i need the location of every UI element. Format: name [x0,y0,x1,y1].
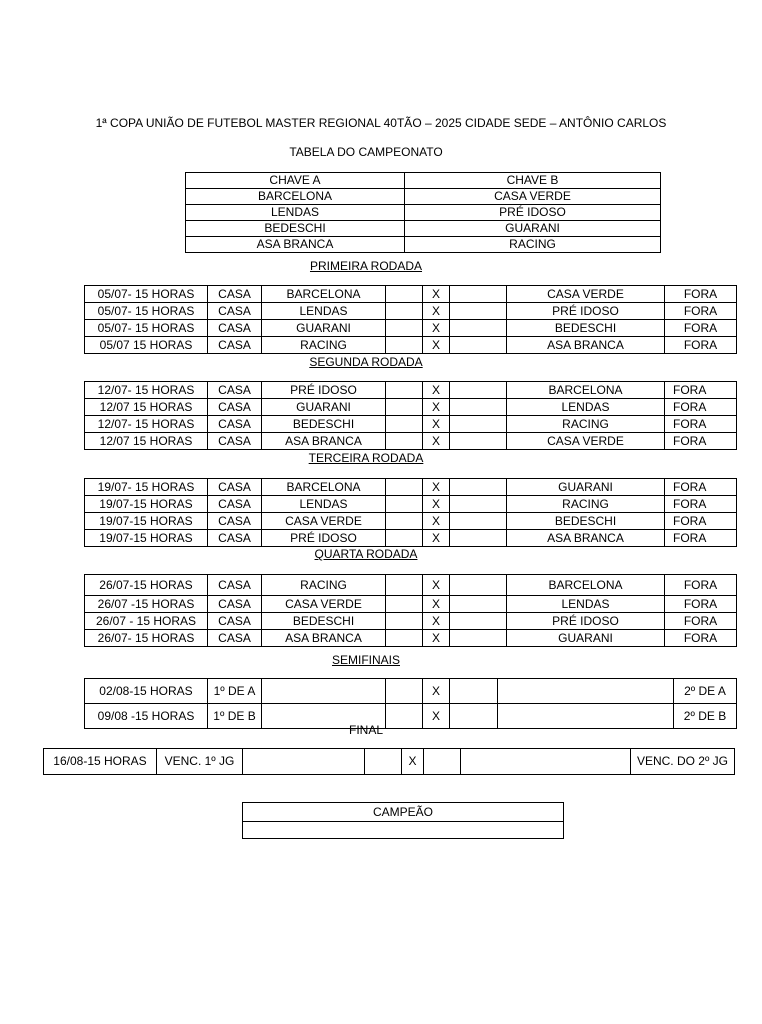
away-goals-cell [450,513,507,530]
away-score-cell [498,704,674,729]
home-label: CASA [208,399,262,416]
away-goals-cell [450,679,498,704]
home-team: LENDAS [262,303,386,320]
home-goals-cell [386,513,423,530]
versus-mark: X [423,530,450,547]
match-date: 26/07- 15 HORAS [85,630,208,647]
home-team: BEDESCHI [262,416,386,433]
away-team: PRÉ IDOSO [507,303,665,320]
versus-mark: X [423,513,450,530]
match-date: 26/07-15 HORAS [85,575,208,596]
home-goals-cell [386,286,423,303]
away-goals-cell [450,575,507,596]
groups-table [185,172,661,253]
away-goals-cell [450,320,507,337]
home-label: CASA [208,320,262,337]
home-team: ASA BRANCA [262,630,386,647]
home-goals-cell [386,679,423,704]
away-goals-cell [450,530,507,547]
home-goals-cell [386,575,423,596]
group-b-team: CASA VERDE [405,189,661,205]
round-3-table [84,478,737,547]
home-team: PRÉ IDOSO [262,530,386,547]
match-date: 19/07-15 HORAS [85,530,208,547]
versus-mark: X [423,575,450,596]
away-team: ASA BRANCA [507,337,665,354]
groups-header-row [186,173,661,189]
versus-mark: X [423,704,450,729]
match-date: 09/08 -15 HORAS [85,704,208,729]
away-label: FORA [665,433,737,450]
group-a-team: ASA BRANCA [186,237,405,253]
round-2-table [84,381,737,450]
away-label: FORA [665,496,737,513]
away-goals-cell [450,479,507,496]
home-team: PRÉ IDOSO [262,382,386,399]
home-goals-cell [386,530,423,547]
final-heading: FINAL [348,723,383,737]
away-goals-cell [450,630,507,647]
home-goals-cell [386,416,423,433]
home-label: CASA [208,530,262,547]
away-label: FORA [665,630,737,647]
away-label: FORA [665,479,737,496]
match-row [85,382,737,399]
away-label: FORA [665,416,737,433]
away-label: FORA [665,399,737,416]
home-goals-cell [386,613,423,630]
home-goals-cell [386,382,423,399]
home-team: LENDAS [262,496,386,513]
match-date: 16/08-15 HORAS [44,749,157,775]
versus-mark: X [423,496,450,513]
home-goals-cell [386,320,423,337]
semifinals-heading: SEMIFINAIS [331,653,400,667]
away-label: FORA [665,596,737,613]
home-team: BEDESCHI [262,613,386,630]
away-team: GUARANI [507,479,665,496]
round-1-heading: PRIMEIRA RODADA [309,259,423,273]
page-title: 1ª COPA UNIÃO DE FUTEBOL MASTER REGIONAL 40TÃO – 2025 CIDADE SEDE – ANTÔNIO CARLOS [95,116,667,130]
home-goals-cell [386,596,423,613]
away-team: CASA VERDE [507,286,665,303]
home-goals-cell [386,630,423,647]
home-goals-cell [386,479,423,496]
champion-label: CAMPEÃO [243,803,564,822]
champion-value-cell [243,822,564,839]
home-label: CASA [208,286,262,303]
home-team: ASA BRANCA [262,433,386,450]
match-date: 12/07 15 HORAS [85,433,208,450]
match-row [85,433,737,450]
home-slot: VENC. 1º JG [157,749,243,775]
home-label: CASA [208,575,262,596]
semifinals-table [84,678,737,729]
away-score-cell [461,749,631,775]
group-b-team: RACING [405,237,661,253]
home-label: CASA [208,303,262,320]
home-score-cell [243,749,365,775]
away-goals-cell [450,303,507,320]
versus-mark: X [423,479,450,496]
away-team: BARCELONA [507,382,665,399]
home-goals-cell [386,704,423,729]
round-4-table [84,574,737,647]
round-4-heading: QUARTA RODADA [314,547,418,561]
away-goals-cell [450,382,507,399]
match-row [85,630,737,647]
match-row [85,479,737,496]
match-row [85,530,737,547]
home-goals-cell [386,496,423,513]
home-team: GUARANI [262,399,386,416]
match-row [85,320,737,337]
away-goals-cell [450,337,507,354]
semifinal-row [85,704,737,729]
group-b-team: GUARANI [405,221,661,237]
versus-mark: X [423,286,450,303]
round-1-table [84,285,737,354]
group-a-team: BEDESCHI [186,221,405,237]
home-label: CASA [208,496,262,513]
versus-mark: X [402,749,424,775]
home-goals-cell [386,337,423,354]
home-label: CASA [208,630,262,647]
group-b-header: CHAVE B [405,173,661,189]
away-team: PRÉ IDOSO [507,613,665,630]
away-team: BARCELONA [507,575,665,596]
home-label: CASA [208,382,262,399]
match-date: 12/07- 15 HORAS [85,416,208,433]
home-team: CASA VERDE [262,513,386,530]
groups-row [186,221,661,237]
group-b-team: PRÉ IDOSO [405,205,661,221]
match-row [85,416,737,433]
page-subtitle: TABELA DO CAMPEONATO [289,145,443,159]
home-label: CASA [208,513,262,530]
versus-mark: X [423,679,450,704]
match-date: 05/07 15 HORAS [85,337,208,354]
versus-mark: X [423,382,450,399]
match-row [85,337,737,354]
home-team: BARCELONA [262,479,386,496]
group-a-team: BARCELONA [186,189,405,205]
semifinal-row [85,679,737,704]
away-team: BEDESCHI [507,320,665,337]
match-date: 19/07- 15 HORAS [85,479,208,496]
away-goals-cell [450,596,507,613]
away-team: ASA BRANCA [507,530,665,547]
home-team: RACING [262,575,386,596]
group-a-header: CHAVE A [186,173,405,189]
away-team: LENDAS [507,596,665,613]
match-row [85,575,737,596]
away-label: FORA [665,320,737,337]
home-score-cell [262,679,386,704]
away-label: FORA [665,613,737,630]
match-date: 12/07 15 HORAS [85,399,208,416]
versus-mark: X [423,630,450,647]
away-label: FORA [665,530,737,547]
group-a-team: LENDAS [186,205,405,221]
away-label: FORA [665,337,737,354]
round-3-heading: TERCEIRA RODADA [308,451,424,465]
versus-mark: X [423,596,450,613]
groups-row [186,205,661,221]
home-team: CASA VERDE [262,596,386,613]
home-goals-cell [386,399,423,416]
home-team: RACING [262,337,386,354]
match-date: 26/07 -15 HORAS [85,596,208,613]
home-team: GUARANI [262,320,386,337]
groups-row [186,189,661,205]
home-goals-cell [386,433,423,450]
round-2-heading: SEGUNDA RODADA [309,355,423,369]
home-score-cell [262,704,386,729]
versus-mark: X [423,416,450,433]
home-label: CASA [208,433,262,450]
champion-value-row [243,822,564,839]
match-date: 02/08-15 HORAS [85,679,208,704]
versus-mark: X [423,337,450,354]
away-label: FORA [665,575,737,596]
final-row [44,749,735,775]
home-label: CASA [208,479,262,496]
versus-mark: X [423,320,450,337]
away-goals-cell [450,613,507,630]
away-goals-cell [450,704,498,729]
away-goals-cell [450,286,507,303]
match-date: 05/07- 15 HORAS [85,286,208,303]
home-label: CASA [208,613,262,630]
groups-row [186,237,661,253]
final-table [43,748,735,775]
versus-mark: X [423,613,450,630]
away-goals-cell [424,749,461,775]
away-team: BEDESCHI [507,513,665,530]
versus-mark: X [423,303,450,320]
away-label: FORA [665,303,737,320]
match-row [85,303,737,320]
home-goals-cell [386,303,423,320]
home-goals-cell [365,749,402,775]
champion-header-row [243,803,564,822]
away-label: FORA [665,513,737,530]
match-row [85,496,737,513]
home-team: BARCELONA [262,286,386,303]
away-label: FORA [665,286,737,303]
away-score-cell [498,679,674,704]
away-slot: VENC. DO 2º JG [631,749,735,775]
versus-mark: X [423,433,450,450]
away-team: LENDAS [507,399,665,416]
match-date: 12/07- 15 HORAS [85,382,208,399]
away-team: CASA VERDE [507,433,665,450]
match-date: 05/07- 15 HORAS [85,320,208,337]
away-team: RACING [507,496,665,513]
match-date: 19/07-15 HORAS [85,513,208,530]
match-row [85,399,737,416]
versus-mark: X [423,399,450,416]
home-label: CASA [208,416,262,433]
match-date: 05/07- 15 HORAS [85,303,208,320]
match-date: 19/07-15 HORAS [85,496,208,513]
match-row [85,596,737,613]
away-team: RACING [507,416,665,433]
match-row [85,613,737,630]
away-slot: 2º DE B [674,704,737,729]
away-goals-cell [450,433,507,450]
home-slot: 1º DE B [208,704,262,729]
away-label: FORA [665,382,737,399]
away-goals-cell [450,399,507,416]
match-date: 26/07 - 15 HORAS [85,613,208,630]
match-row [85,286,737,303]
away-goals-cell [450,496,507,513]
home-label: CASA [208,596,262,613]
home-label: CASA [208,337,262,354]
away-goals-cell [450,416,507,433]
match-row [85,513,737,530]
away-team: GUARANI [507,630,665,647]
home-slot: 1º DE A [208,679,262,704]
away-slot: 2º DE A [674,679,737,704]
champion-table [242,802,564,839]
